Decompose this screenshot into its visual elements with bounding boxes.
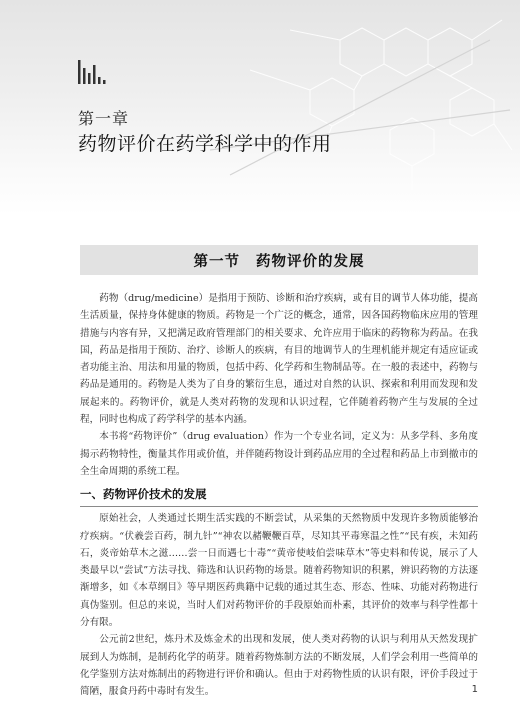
- chapter-number: 第一章: [78, 109, 130, 128]
- body-paragraph: 公元前2世纪，炼丹术及炼金术的出现和发展，使人类对药物的认识与利用从天然发现扩展到人为炼制，是制药化学的萌芽。随着药物炼制方法的不断发展，人们学会利用一些简单的化学鉴别方法对炼制出的药物进行评价和确认。但由于对药物性质的认识有限，评价手段过于简陋，服食丹药中毒时有发生。: [80, 634, 478, 698]
- subsection-heading: 一、药物评价技术的发展: [80, 486, 478, 507]
- chapter-header-band: [0, 0, 520, 215]
- chapter-bars-icon: [78, 60, 108, 84]
- page-body: [80, 290, 478, 701]
- chapter-title: 药物评价在药学科学中的作用: [78, 133, 332, 155]
- body-paragraph: 药物（drug/medicine）是指用于预防、诊断和治疗疾病，或有目的调节人体功能，提高生活质量，保持身体健康的物质。药物是一个广泛的概念，通常，因各国药物临床应用的管理措施与内容有异，又把满足政府管理部门的相关要求、允许应用于临床的药物称为药品。在我国，药品是指用于预防、治疗、诊断人的疾病，有目的地调节人的生理机能并规定有适应证或者功能主治、用法和用量的物质，包括中药、化学药和生物制品等。在一般的表述中，药物与药品是通用的。药物是人类为了自身的繁衍生息，通过对自然的认识、探索和利用而发现和发展起来的。药物评价，就是人类对药物的发现和认识过程，它伴随着药物产生与发展的全过程，同时也构成了药学科学的基本内涵。: [80, 293, 478, 426]
- section-heading-box: [80, 245, 478, 275]
- body-paragraph: 本书将“药物评价”（drug evaluation）作为一个专业名词，定义为：从多学科、多角度揭示药物特性，衡量其作用或价值，并伴随药物设计到药品应用的全过程和药品上市到撤市的全生命周期的系统工程。: [80, 431, 478, 477]
- body-paragraph: 原始社会，人类通过长期生活实践的不断尝试，从采集的天然物质中发现许多物质能够治疗疾病。“伏羲尝百药，制九针”“神农以赭鞭鞭百草，尽知其平毒寒温之性”“民有疾，未知药石，炎帝始草木之滋……尝一日而遇七十毒”“黄帝使岐伯尝味草木”等史料和传说，展示了人类最早以“尝试”方法寻找、筛选和认识药物的场景。随着药物知识的积累，辨识药物的方法逐渐增多，如《本草纲目》等早期医药典籍中记载的通过其生态、形态、性味、功能对药物进行真伪鉴别。但总的来说，当时人们对药物评价的手段原始而朴素，其评价的效率与科学性都十分有限。: [80, 513, 478, 629]
- section-number: 第一节: [193, 252, 240, 270]
- page-number: 1: [471, 684, 478, 695]
- section-title: [194, 250, 365, 271]
- molecular-structure-decoration: [190, 0, 520, 200]
- section-name: 药物评价的发展: [256, 252, 365, 270]
